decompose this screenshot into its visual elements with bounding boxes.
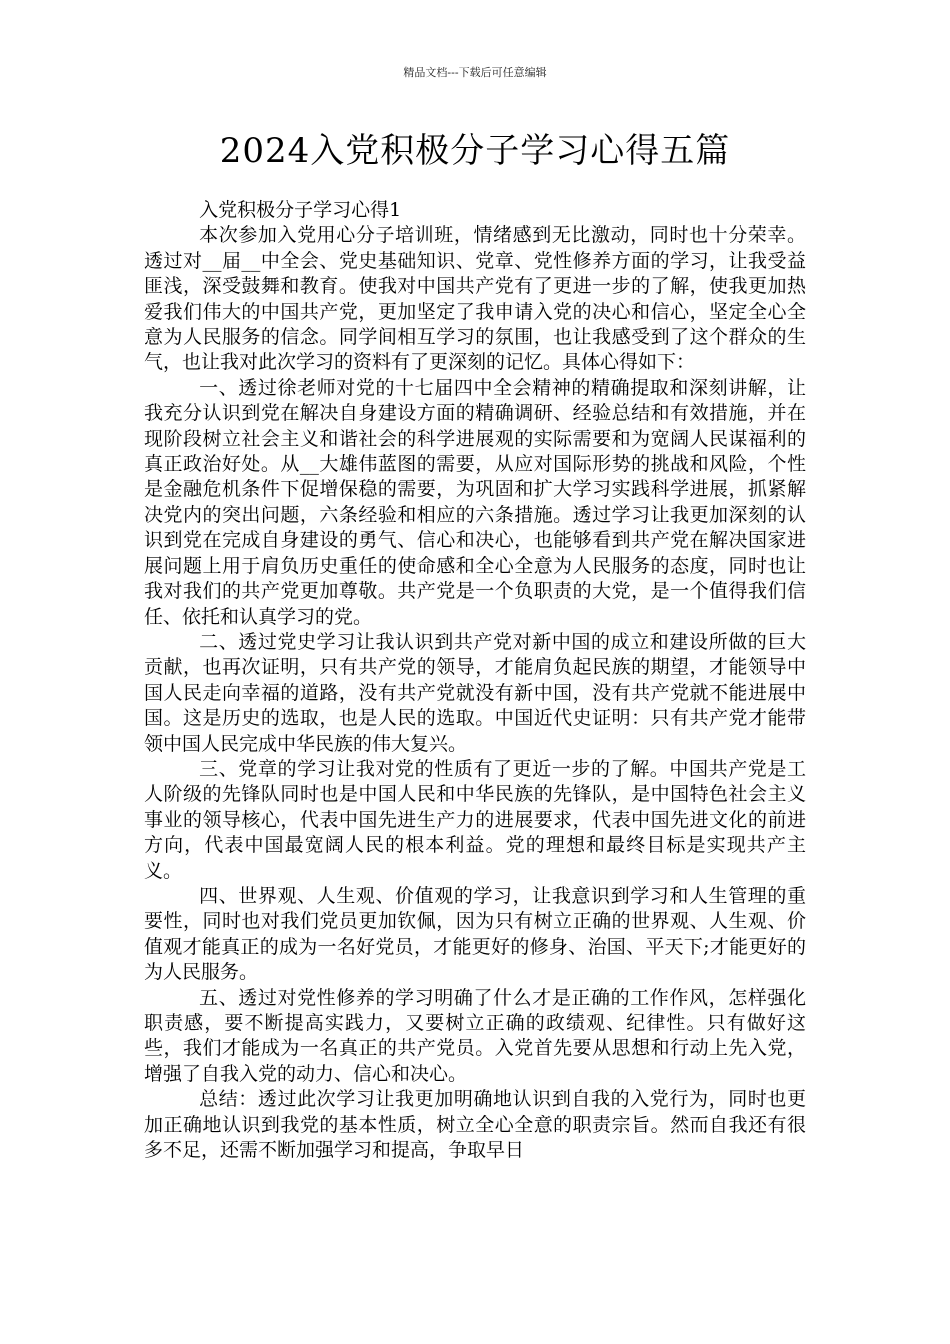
paragraph-intro: 本次参加入党用心分子培训班，情绪感到无比激动，同时也十分荣幸。透过对__届__中全会、党史基础知识、党章、党性修养方面的学习，让我受益匪浅，深受鼓舞和教育。使我对中国共产党有了更进一步的了解，使我更加热爱我们伟大的中国共产党，更加坚定了我申请入党的决心和信心，坚定全心全意为人民服务的信念。同学间相互学习的氛围，也让我感受到了这个群众的生气，也让我对此次学习的资料有了更深刻的记忆。具体心得如下： bbox=[144, 224, 806, 374]
paragraph-point-3: 三、党章的学习让我对党的性质有了更近一步的了解。中国共产党是工人阶级的先锋队同时也是中国人民和中华民族的先锋队，是中国特色社会主义事业的领导核心，代表中国先进生产力的进展要求，代表中国先进文化的前进方向，代表中国最宽阔人民的根本利益。党的理想和最终目标是实现共产主义。 bbox=[144, 757, 806, 882]
section-heading: 入党积极分子学习心得1 bbox=[199, 199, 402, 221]
paragraph-point-4: 四、世界观、人生观、价值观的学习，让我意识到学习和人生管理的重要性，同时也对我们党员更加钦佩，因为只有树立正确的世界观、人生观、价值观才能真正的成为一名好党员，才能更好的修身、治国、平天下;才能更好的为人民服务。 bbox=[144, 884, 806, 984]
document-title: 2024入党积极分子学习心得五篇 bbox=[219, 131, 731, 171]
paragraph-summary: 总结：透过此次学习让我更加明确地认识到自我的入党行为，同时也更加正确地认识到我党的基本性质，树立全心全意的职责宗旨。然而自我还有很多不足，还需不断加强学习和提高，争取早日 bbox=[144, 1088, 806, 1162]
paragraph-point-1: 一、透过徐老师对党的十七届四中全会精神的精确提取和深刻讲解，让我充分认识到党在解决自身建设方面的精确调研、经验总结和有效措施，并在现阶段树立社会主义和谐社会的科学进展观的实际需要和为宽阔人民谋福利的真正政治好处。从__大雄伟蓝图的需要，从应对国际形势的挑战和风险，个性是金融危机条件下促增保稳的需要，为巩固和扩大学习实践科学进展，抓紧解决党内的突出问题，六条经验和相应的六条措施。透过学习让我更加深刻的认识到党在完成自身建设的勇气、信心和决心，也能够看到共产党在解决国家进展问题上用于肩负历史重任的使命感和全心全意为人民服务的态度，同时也让我对我们的共产党更加尊敬。共产党是一个负职责的大党，是一个值得我们信任、依托和认真学习的党。 bbox=[144, 376, 806, 628]
paragraph-point-2: 二、透过党史学习让我认识到共产党对新中国的成立和建设所做的巨大贡献，也再次证明，只有共产党的领导，才能肩负起民族的期望，才能领导中国人民走向幸福的道路，没有共产党就没有新中国，没有共产党就不能进展中国。这是历史的选取，也是人民的选取。中国近代史证明：只有共产党才能带领中国人民完成中华民族的伟大复兴。 bbox=[144, 630, 806, 755]
document-body bbox=[144, 198, 806, 1163]
paragraph-point-5: 五、透过对党性修养的学习明确了什么才是正确的工作作风，怎样强化职责感，要不断提高实践力，又要树立正确的政绩观、纪律性。只有做好这些，我们才能成为一名真正的共产党员。入党首先要从思想和行动上先入党，增强了自我入党的动力、信心和决心。 bbox=[144, 986, 806, 1085]
header-note: 精品文档---下载后可任意编辑 bbox=[403, 66, 547, 79]
